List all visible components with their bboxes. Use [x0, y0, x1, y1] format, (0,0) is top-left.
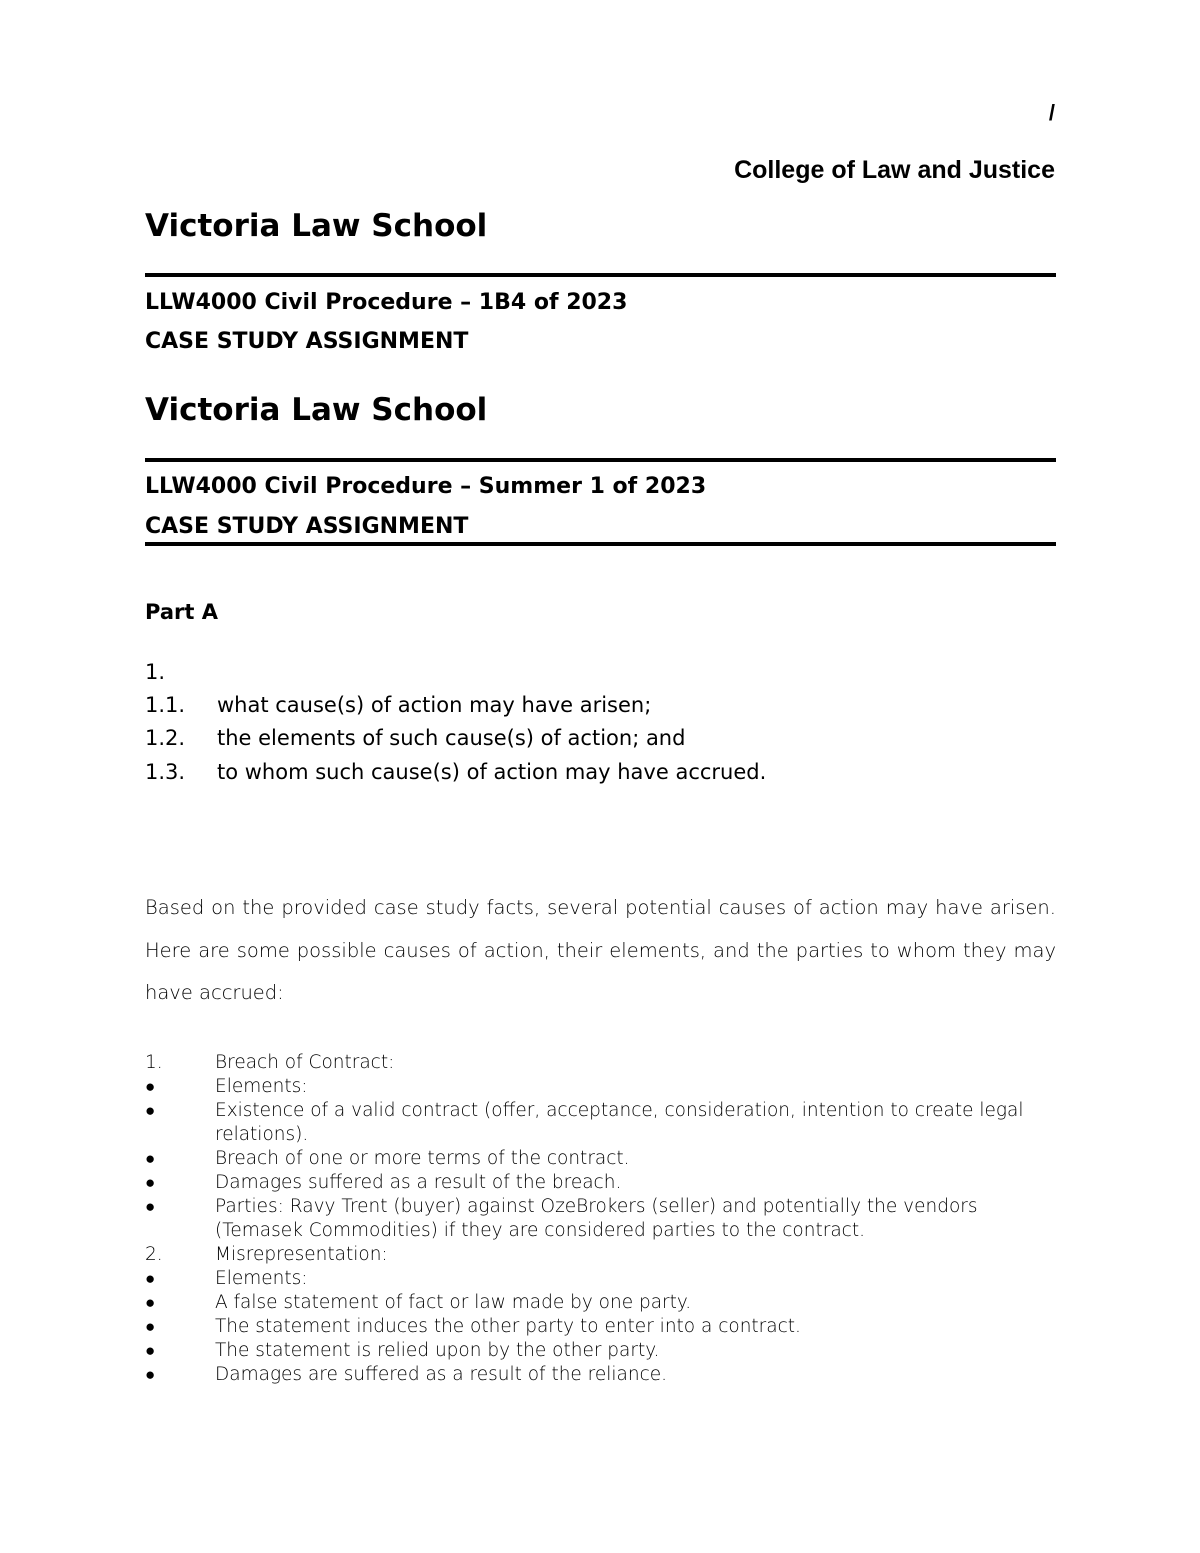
list-item [145, 1315, 1056, 1339]
list-item-text: Parties: Ravy Trent (buyer) against OzeBrokers (seller) and potentially the vendors (Temasek Commodities) if they are considered parties to the contract. [215, 1196, 978, 1241]
list-item [145, 1291, 1056, 1315]
list-item [145, 1243, 1056, 1267]
causes-list [145, 1051, 1056, 1387]
list-item-text: Damages suffered as a result of the breach. [215, 1172, 622, 1193]
bullet-icon: ● [145, 1101, 156, 1121]
list-item-text: Damages are suffered as a result of the reliance. [215, 1364, 668, 1385]
sub-question-text: to whom such cause(s) of action may have accrued. [217, 760, 767, 784]
school-title: Victoria Law School [145, 392, 488, 428]
list-item [145, 1099, 1056, 1147]
bullet-icon: ● [145, 1269, 156, 1289]
list-item [145, 1147, 1056, 1171]
bullet-icon: ● [145, 1293, 156, 1313]
list-item [145, 1195, 1056, 1243]
bullet-icon: ● [145, 1341, 156, 1361]
sub-question-text: the elements of such cause(s) of action; and [217, 726, 686, 750]
intro-paragraph: Based on the provided case study facts, several potential causes of action may have arisen. Here are some possible causes of action, their elements, and the parties to whom they may have accrued: [145, 896, 1056, 1004]
list-item [145, 1171, 1056, 1195]
list-item-text: Breach of Contract: [215, 1052, 395, 1073]
list-marker: 2. [145, 1244, 163, 1265]
sub-question-number: 1.3. [145, 760, 186, 784]
assignment-title: CASE STUDY ASSIGNMENT [145, 514, 469, 539]
sub-question-text: what cause(s) of action may have arisen; [217, 693, 652, 717]
school-title: Victoria Law School [145, 208, 488, 244]
list-item-text: A false statement of fact or law made by one party. [215, 1292, 692, 1313]
divider [145, 542, 1056, 546]
course-title: LLW4000 Civil Procedure – Summer 1 of 2023 [145, 474, 707, 499]
course-title: LLW4000 Civil Procedure – 1B4 of 2023 [145, 290, 628, 315]
list-item [145, 1339, 1056, 1363]
part-a-heading: Part A [145, 600, 218, 624]
list-item-text: The statement induces the other party to enter into a contract. [215, 1316, 801, 1337]
list-item [145, 1267, 1056, 1291]
list-item-text: Elements: [215, 1076, 308, 1097]
list-marker: 1. [145, 1052, 163, 1073]
assignment-title: CASE STUDY ASSIGNMENT [145, 329, 469, 354]
bullet-icon: ● [145, 1173, 156, 1193]
question-number: 1. [145, 660, 166, 684]
bullet-icon: ● [145, 1197, 156, 1217]
divider [145, 458, 1056, 462]
bullet-icon: ● [145, 1317, 156, 1337]
list-item-text: Breach of one or more terms of the contract. [215, 1148, 630, 1169]
list-item-text: Existence of a valid contract (offer, acceptance, consideration, intention to create legal relations). [215, 1100, 1024, 1145]
list-item-text: The statement is relied upon by the other party. [215, 1340, 660, 1361]
bullet-icon: ● [145, 1365, 156, 1385]
list-item [145, 1363, 1056, 1387]
list-item [145, 1051, 1056, 1075]
list-item-text: Misrepresentation: [215, 1244, 388, 1265]
divider [145, 273, 1056, 277]
bullet-icon: ● [145, 1149, 156, 1169]
college-name: College of Law and Justice [734, 156, 1055, 184]
bullet-icon: ● [145, 1077, 156, 1097]
header-slash: / [1048, 100, 1055, 125]
list-item [145, 1075, 1056, 1099]
sub-question-number: 1.2. [145, 726, 186, 750]
list-item-text: Elements: [215, 1268, 308, 1289]
sub-question-number: 1.1. [145, 693, 186, 717]
